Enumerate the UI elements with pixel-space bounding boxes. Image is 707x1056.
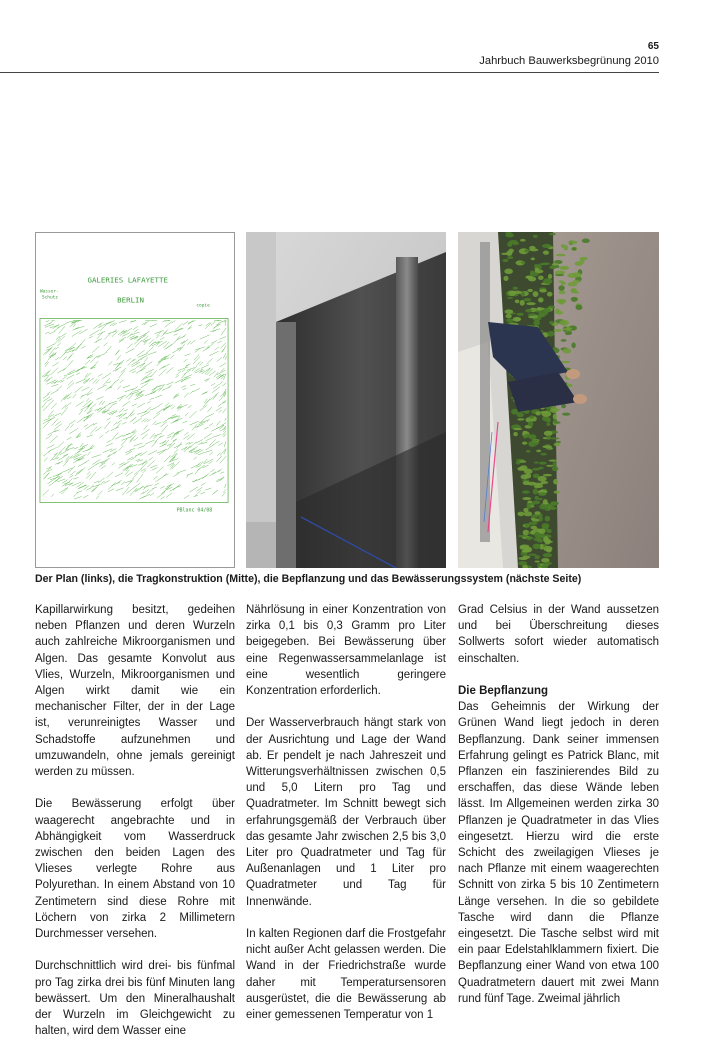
- paragraph: Grad Celsius in der Wand aussetzen und bei Überschreitung dieses Sollwerts sofort wieder automatisch einschalten.: [458, 602, 659, 667]
- paragraph: Kapillarwirkung besitzt, gedeihen neben Pflanzen und deren Wurzeln auch zahlreiche Mikroorganismen und Algen. Das gesamte Konvolut aus Vlies, Wurzeln, Mikroorganismen und Algen wirkt damit wie ein mechanischer Filter, der in der Lage ist, verunreinigtes Wasser und Schadstoffe aufzunehmen und umzuwandeln, ohne jemals gereinigt werden zu müssen.: [35, 602, 235, 780]
- text-column-2: [246, 602, 446, 1039]
- text-column-3: [458, 602, 659, 1023]
- plan-sketch: [36, 233, 234, 567]
- section-heading: Die Bepflanzung: [458, 683, 659, 699]
- paragraph: Das Geheimnis der Wirkung der Grünen Wand liegt jedoch in deren Bepflanzung. Dank seiner immensen Erfahrung gelingt es Patrick Blanc, mit Pflanzen ein faszinierendes Bild zu erschaffen, das diese Wände leben lässt. Im Allgemeinen werden zirka 30 Pflanzen je Quadratmeter in das Vlies eingesetzt. Hierzu wird die erste Schicht des zweilagigen Vlieses je nach Pflanze mit einem waagerechten Schnitt von zirka 5 bis 10 Zentimetern Länge versehen. In die so gebildete Tasche wird dann die Pflanze eingesetzt. Die Tasche selbst wird mit ein paar Edelstahlklammern fixiert. Die Bepflanzung einer Wand von etwa 100 Quadratmetern dauert mit zwei Mann rund fünf Tage. Zweimal jährlich: [458, 699, 659, 1007]
- plan-figure: [35, 232, 235, 568]
- sketch-signature: PBlanc 04/08: [177, 507, 213, 513]
- text-column-1: [35, 602, 235, 1056]
- paragraph: Durchschnittlich wird drei- bis fünfmal pro Tag zirka drei bis fünf Minuten lang bewässert. Um den Mineralhaushalt der Wurzeln im Gleichgewicht zu halten, wird dem Wasser eine: [35, 958, 235, 1039]
- journal-title: Jahrbuch Bauwerksbegrünung 2010: [479, 55, 659, 67]
- sketch-note-left2: Schutz: [42, 295, 58, 301]
- paragraph: Die Bewässerung erfolgt über waagerecht angebrachte und in Abhängigkeit vom Wasserdruck zwischen den beiden Lagen des Vlieses verlegte Rohre aus Polyurethan. In einem Abstand von 10 Zentimetern sind diese Rohre mit Löchern von zirka 2 Millimetern Durchmesser versehen.: [35, 796, 235, 942]
- sketch-subtitle: BERLIN: [117, 296, 144, 305]
- sketch-note-right: copie: [196, 303, 210, 309]
- planting-figure: [458, 232, 659, 568]
- paragraph: Der Wasserverbrauch hängt stark von der Ausrichtung und Lage der Wand ab. Er pendelt je nach Jahreszeit und Witterungsverhältnissen zwischen 0,5 und 5,0 Litern pro Tag und Quadratmeter. Im Schnitt bewegt sich erfahrungsgemäß der Verbrauch über das gesamte Jahr zwischen 2,5 bis 3,0 Liter pro Quadratmeter und Tag für Außenanlagen und 1 Liter pro Quadratmeter und Tag für Innenwände.: [246, 715, 446, 909]
- sketch-title: GALERIES LAFAYETTE: [87, 276, 167, 285]
- planting-photo: [458, 232, 659, 568]
- paragraph: Nährlösung in einer Konzentration von zirka 0,1 bis 0,3 Gramm pro Liter beigegeben. Bei Bewässerung über eine Regenwassersammelanlage ist eine wesentlich geringere Konzentration erforderlich.: [246, 602, 446, 699]
- figure-caption: Der Plan (links), die Tragkonstruktion (Mitte), die Bepflanzung und das Bewässerungssystem (nächste Seite): [35, 573, 665, 585]
- page-number: 65: [648, 41, 659, 52]
- construction-figure: [246, 232, 446, 568]
- paragraph: In kalten Regionen darf die Frostgefahr nicht außer Acht gelassen werden. Die Wand in der Friedrichstraße wurde daher mit Temperatursensoren ausgerüstet, die die Bewässerung ab einer gemessenen Temperatur von 1: [246, 926, 446, 1023]
- construction-photo: [246, 232, 446, 568]
- sketch-note-left: Wasser-: [40, 289, 59, 295]
- header-rule: [0, 72, 659, 73]
